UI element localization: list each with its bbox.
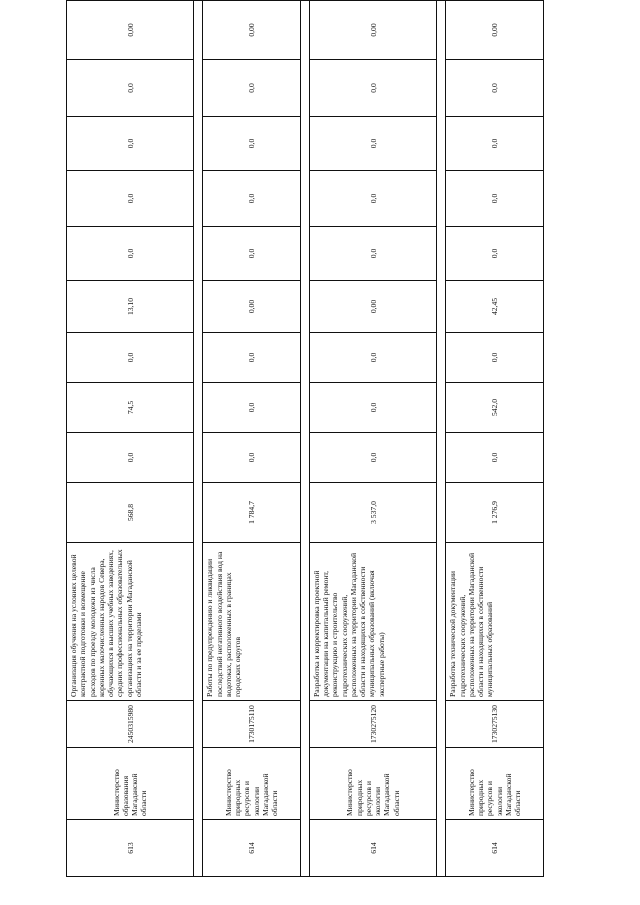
row-spacer (437, 1, 446, 877)
value-cell: 0,0 (67, 227, 194, 281)
ministry-code: 614 (446, 820, 544, 877)
ministry-code: 614 (309, 820, 436, 877)
value-cell: 0,0 (446, 60, 544, 117)
value-cell: 0,0 (67, 433, 194, 483)
ministry-code: 613 (67, 820, 194, 877)
value-cell: 0,0 (446, 433, 544, 483)
value-cell: 0,0 (67, 117, 194, 171)
value-cell: 0,0 (67, 333, 194, 383)
value-cell: 0,0 (203, 333, 301, 383)
expense-name: Разработка технической документации гидротехнических сооружений, расположенных на территории Магаданской области и находящихся в собственности муниципальных образований (446, 543, 544, 701)
value-cell: 0,0 (203, 227, 301, 281)
ministry-name: Министерство природных ресурсов и экологии Магаданской области (309, 748, 436, 820)
value-cell: 0,00 (309, 281, 436, 333)
budget-code: 1730275130 (446, 701, 544, 748)
value-cell: 0,0 (446, 117, 544, 171)
value-cell: 0,0 (67, 171, 194, 227)
value-cell: 568,8 (67, 483, 194, 543)
value-cell: 0,00 (67, 1, 194, 60)
row-spacer (194, 1, 203, 877)
value-cell: 0,0 (203, 117, 301, 171)
table-row (203, 1, 301, 877)
value-cell: 0,0 (309, 433, 436, 483)
value-cell: 3 537,0 (309, 483, 436, 543)
value-cell: 74,5 (67, 383, 194, 433)
budget-code: 1730175110 (203, 701, 301, 748)
value-cell: 0,0 (309, 171, 436, 227)
value-cell: 1 276,9 (446, 483, 544, 543)
value-cell: 0,0 (309, 383, 436, 433)
table-row (67, 1, 194, 877)
rotated-page (66, 23, 544, 877)
value-cell: 0,0 (446, 227, 544, 281)
value-cell: 0,00 (309, 1, 436, 60)
ministry-name: Министерство природных ресурсов и экологии Магаданской области (203, 748, 301, 820)
value-cell: 0,00 (203, 281, 301, 333)
table-row (446, 1, 544, 877)
value-cell: 0,0 (309, 60, 436, 117)
expense-name: Разработка и корректировка проектной документации на капитальный ремонт, реконструкцию и строительство гидротехнических сооружений, расположенных на территории Магаданской области и находящихся в собственности муниципальных образований (включая экспертные работы) (309, 543, 436, 701)
value-cell: 0,0 (203, 171, 301, 227)
value-cell: 42,45 (446, 281, 544, 333)
budget-code: 2450315980 (67, 701, 194, 748)
expense-name: Организация обучения на условиях целевой контрактной подготовки и возмещение расходов по проезду молодежи из числа коренных малочисленных народов Севера, обучающихся в высших учебных заведениях, средних профессиональных образовательных организациях на территории Магаданской области и за ее пределами (67, 543, 194, 701)
value-cell: 0,0 (309, 117, 436, 171)
expense-name: Работы по предупреждению и ликвидации последствий негативного воздействия вод на водотоках, расположенных в границах городских округов (203, 543, 301, 701)
value-cell: 0,0 (309, 333, 436, 383)
ministry-name: Министерство образования Магаданской области (67, 748, 194, 820)
value-cell: 542,0 (446, 383, 544, 433)
row-spacer (300, 1, 309, 877)
budget-table (66, 0, 544, 877)
value-cell: 0,0 (446, 333, 544, 383)
ministry-name: Министерство природных ресурсов и экологии Магаданской области (446, 748, 544, 820)
value-cell: 0,0 (203, 60, 301, 117)
value-cell: 13,10 (67, 281, 194, 333)
table-row (309, 1, 436, 877)
budget-code: 1730275120 (309, 701, 436, 748)
value-cell: 0,0 (67, 60, 194, 117)
value-cell: 0,0 (446, 171, 544, 227)
ministry-code: 614 (203, 820, 301, 877)
value-cell: 0,0 (203, 383, 301, 433)
value-cell: 0,0 (309, 227, 436, 281)
value-cell: 0,00 (203, 1, 301, 60)
value-cell: 0,0 (203, 433, 301, 483)
value-cell: 1 784,7 (203, 483, 301, 543)
value-cell: 0,00 (446, 1, 544, 60)
